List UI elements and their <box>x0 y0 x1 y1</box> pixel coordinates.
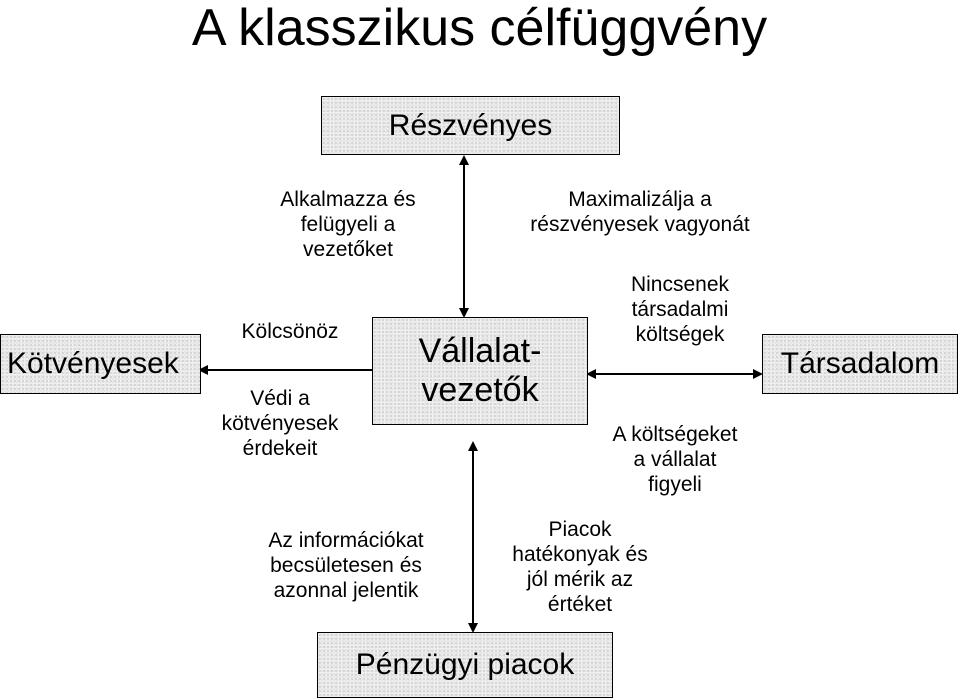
bondholders-box <box>0 334 201 394</box>
financial-markets-label: Pénzügyi piacok <box>355 648 575 681</box>
slide-title: A klasszikus célfüggvény <box>191 0 768 57</box>
markets-efficient-label: Piacok hatékonyak és jól mérik az értéket <box>512 518 648 616</box>
maximize-wealth-label: Maximalizálja a részvényesek vagyonát <box>530 188 750 236</box>
lend-label: Kölcsönöz <box>241 320 339 343</box>
society-label: Társadalom <box>780 347 940 380</box>
no-social-costs-label: Nincsenek társadalmi költségek <box>630 273 730 346</box>
shareholders-box <box>321 96 620 155</box>
disclose-info-label: Az információkat becsületesen és azonnal jelentik <box>268 529 424 602</box>
hire-monitor-label: Alkalmazza és felügyeli a vezetőket <box>280 188 416 261</box>
costs-tracked-label: A költségeket a vállalat figyeli <box>612 423 738 496</box>
bondholders-label: Kötvényesek <box>7 347 179 380</box>
protect-interests-label: Védi a kötvényesek érdekeit <box>221 387 339 460</box>
society-box <box>762 334 958 394</box>
financial-markets-box <box>317 632 613 698</box>
managers-box <box>372 317 588 425</box>
managers-label: Vállalat- vezetők <box>418 332 542 409</box>
shareholders-label: Részvényes <box>388 108 553 142</box>
